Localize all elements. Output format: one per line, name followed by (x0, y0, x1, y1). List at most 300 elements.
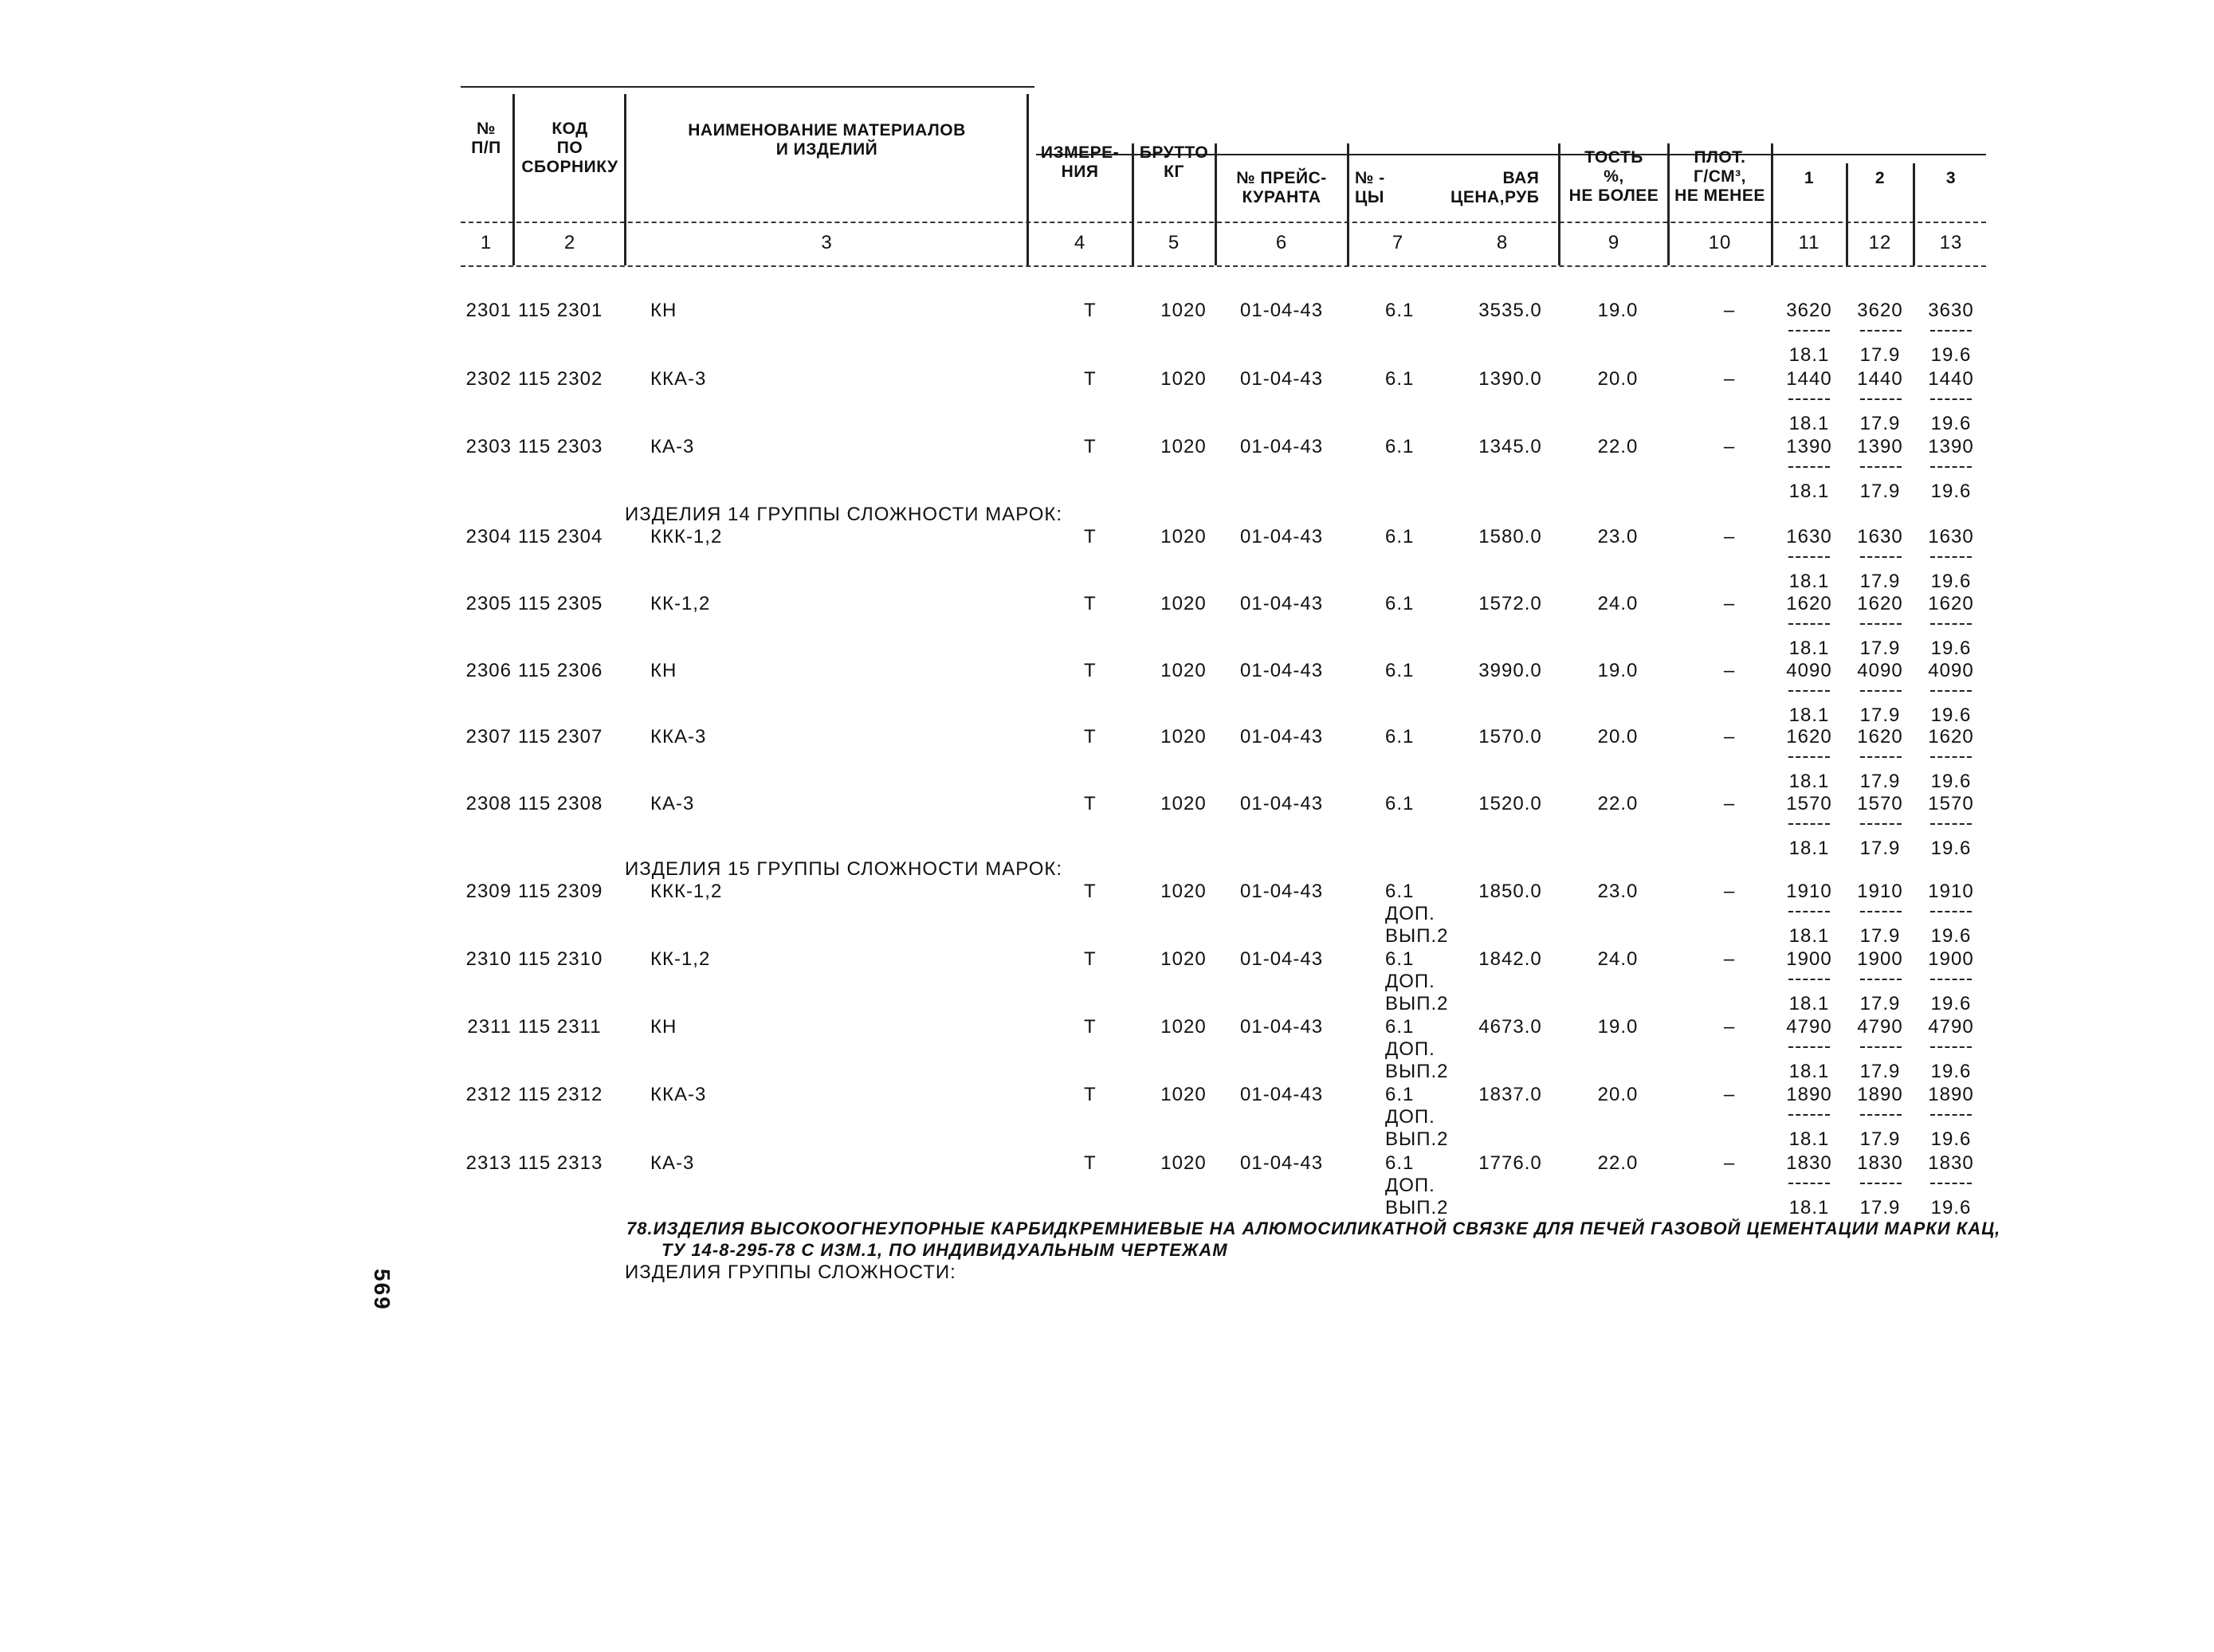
cell-pos-note: ДОП. (1385, 971, 1435, 992)
cell-denominator: 19.6 (1930, 925, 1972, 947)
cell-v2: 4790 (1857, 1016, 1903, 1038)
cell-code: 115 2303 (518, 436, 603, 457)
cell-price: 1570.0 (1478, 726, 1542, 748)
cell-dens: – (1723, 526, 1736, 547)
cell-v2: 4090 (1857, 660, 1903, 681)
cell-n: 2302 (465, 368, 512, 390)
header-col3: НАИМЕНОВАНИЕ МАТЕРИАЛОВ И ИЗДЕЛИЙ (688, 121, 966, 159)
cell-dens: – (1723, 436, 1736, 457)
cell-v2: 1390 (1857, 436, 1903, 457)
header-col6: № ПРЕЙС- КУРАНТА (1236, 169, 1327, 206)
cell-v1: 1440 (1786, 368, 1832, 390)
cell-pos-note: ДОП. (1385, 1106, 1435, 1128)
cell-name: ККК-1,2 (650, 526, 723, 547)
cell-v2: 3620 (1857, 300, 1903, 321)
cell-v1: 1620 (1786, 726, 1832, 748)
cell-price-list: 01-04-43 (1240, 436, 1324, 457)
cell-brutto: 1020 (1160, 948, 1207, 970)
fraction-divider (1788, 398, 1830, 400)
cell-por: 23.0 (1597, 881, 1639, 902)
cell-code: 115 2311 (518, 1016, 602, 1038)
group-14-label: ИЗДЕЛИЯ 14 ГРУППЫ СЛОЖНОСТИ МАРОК: (625, 504, 1063, 525)
cell-n: 2308 (465, 793, 512, 814)
cell-v1: 1620 (1786, 593, 1832, 614)
cell-brutto: 1020 (1160, 368, 1207, 390)
cell-unit: Т (1084, 593, 1097, 614)
fraction-divider (1788, 756, 1830, 758)
header-separator (1913, 163, 1915, 265)
cell-brutto: 1020 (1160, 300, 1207, 321)
cell-denominator: 17.9 (1859, 1197, 1901, 1218)
cell-pos: 6.1 (1385, 1084, 1415, 1105)
fraction-divider (1930, 756, 1972, 758)
cell-denominator: 18.1 (1788, 413, 1830, 434)
fraction-divider (1788, 690, 1830, 692)
cell-v1: 3620 (1786, 300, 1832, 321)
cell-unit: Т (1084, 1016, 1097, 1038)
column-number: 1 (480, 232, 493, 253)
cell-code: 115 2312 (518, 1084, 603, 1105)
cell-pos-note: ДОП. (1385, 903, 1435, 924)
cell-denominator: 19.6 (1930, 638, 1972, 659)
cell-n: 2311 (467, 1016, 512, 1038)
cell-unit: Т (1084, 1084, 1097, 1105)
cell-n: 2306 (465, 660, 512, 681)
header-separator (1771, 143, 1773, 265)
cell-pos-note: ДОП. (1385, 1175, 1435, 1196)
header-top-rule (461, 86, 1034, 88)
cell-dens: – (1723, 1084, 1736, 1105)
cell-pos: 6.1 (1385, 300, 1415, 321)
cell-pos-note: ДОП. (1385, 1038, 1435, 1060)
cell-denominator: 17.9 (1859, 413, 1901, 434)
header-separator (1667, 143, 1670, 265)
cell-v2: 1910 (1857, 881, 1903, 902)
cell-por: 19.0 (1597, 1016, 1639, 1038)
cell-denominator: 19.6 (1930, 993, 1972, 1014)
cell-price-list: 01-04-43 (1240, 368, 1324, 390)
cell-denominator: 18.1 (1788, 638, 1830, 659)
column-number: 9 (1608, 232, 1620, 253)
fraction-divider (1930, 1046, 1972, 1048)
cell-denominator: 17.9 (1859, 1061, 1901, 1082)
cell-name: КА-3 (650, 436, 695, 457)
fraction-divider (1930, 1114, 1972, 1116)
cell-price: 1345.0 (1478, 436, 1542, 457)
cell-dens: – (1723, 726, 1736, 748)
cell-denominator: 19.6 (1930, 838, 1972, 859)
cell-name: КК-1,2 (650, 593, 711, 614)
fraction-divider (1930, 398, 1972, 400)
cell-v3: 1620 (1928, 593, 1974, 614)
cell-price-list: 01-04-43 (1240, 1016, 1324, 1038)
header-separator (1215, 143, 1217, 265)
header-col1: № П/П (471, 120, 501, 157)
cell-unit: Т (1084, 368, 1097, 390)
cell-denominator: 19.6 (1930, 1128, 1972, 1150)
cell-por: 22.0 (1597, 1152, 1639, 1174)
cell-denominator: 18.1 (1788, 925, 1830, 947)
cell-pos-note: ВЫП.2 (1385, 1197, 1449, 1218)
column-number: 6 (1275, 232, 1288, 253)
cell-code: 115 2308 (518, 793, 603, 814)
cell-denominator: 17.9 (1859, 704, 1901, 726)
cell-name: КН (650, 660, 677, 681)
cell-por: 22.0 (1597, 793, 1639, 814)
cell-price-list: 01-04-43 (1240, 300, 1324, 321)
cell-name: КА-3 (650, 793, 695, 814)
cell-brutto: 1020 (1160, 726, 1207, 748)
cell-n: 2303 (465, 436, 512, 457)
cell-denominator: 19.6 (1930, 413, 1972, 434)
cell-denominator: 18.1 (1788, 771, 1830, 792)
fraction-divider (1930, 1183, 1972, 1184)
fraction-divider (1788, 823, 1830, 825)
cell-n: 2313 (465, 1152, 512, 1174)
cell-v1: 1910 (1786, 881, 1832, 902)
cell-v3: 1830 (1928, 1152, 1974, 1174)
cell-brutto: 1020 (1160, 1152, 1207, 1174)
fraction-divider (1860, 1046, 1902, 1048)
cell-code: 115 2306 (518, 660, 603, 681)
cell-dens: – (1723, 793, 1736, 814)
cell-name: ККА-3 (650, 726, 707, 748)
header-mid-rule (461, 222, 1986, 223)
cell-pos: 6.1 (1385, 593, 1415, 614)
cell-pos: 6.1 (1385, 526, 1415, 547)
cell-name: КК-1,2 (650, 948, 711, 970)
cell-price-list: 01-04-43 (1240, 881, 1324, 902)
column-number: 10 (1708, 232, 1732, 253)
cell-unit: Т (1084, 526, 1097, 547)
fraction-divider (1860, 823, 1902, 825)
fraction-divider (1788, 1046, 1830, 1048)
cell-brutto: 1020 (1160, 881, 1207, 902)
cell-n: 2301 (465, 300, 512, 321)
header-separator (1347, 143, 1349, 265)
cell-denominator: 17.9 (1859, 571, 1901, 592)
cell-pos-note: ВЫП.2 (1385, 1128, 1449, 1150)
group-15-label: ИЗДЕЛИЯ 15 ГРУППЫ СЛОЖНОСТИ МАРОК: (625, 858, 1063, 880)
cell-pos-note: ВЫП.2 (1385, 1061, 1449, 1082)
cell-pos: 6.1 (1385, 793, 1415, 814)
fraction-divider (1788, 623, 1830, 625)
cell-name: ККА-3 (650, 1084, 707, 1105)
column-number: 8 (1496, 232, 1509, 253)
cell-v1: 4790 (1786, 1016, 1832, 1038)
fraction-divider (1860, 690, 1902, 692)
column-number: 3 (821, 232, 833, 253)
cell-denominator: 18.1 (1788, 1197, 1830, 1218)
cell-por: 20.0 (1597, 1084, 1639, 1105)
fraction-divider (1860, 330, 1902, 332)
header-separator (1558, 143, 1560, 265)
cell-v3: 1570 (1928, 793, 1974, 814)
fraction-divider (1930, 623, 1972, 625)
cell-v2: 1830 (1857, 1152, 1903, 1174)
cell-por: 24.0 (1597, 948, 1639, 970)
cell-v2: 1890 (1857, 1084, 1903, 1105)
cell-pos: 6.1 (1385, 1016, 1415, 1038)
header-col13: 3 (1945, 169, 1957, 187)
cell-por: 23.0 (1597, 526, 1639, 547)
cell-v2: 1620 (1857, 593, 1903, 614)
column-number: 11 (1798, 232, 1820, 253)
cell-dens: – (1723, 1016, 1736, 1038)
header-col10: ПЛОТ. Г/СМ³, НЕ МЕНЕЕ (1674, 148, 1765, 205)
fraction-divider (1788, 979, 1830, 980)
fraction-divider (1788, 911, 1830, 912)
footnote-line-3: ИЗДЕЛИЯ ГРУППЫ СЛОЖНОСТИ: (625, 1262, 956, 1283)
fraction-divider (1788, 330, 1830, 332)
cell-price-list: 01-04-43 (1240, 660, 1324, 681)
column-number: 4 (1074, 232, 1086, 253)
cell-unit: Т (1084, 793, 1097, 814)
cell-v3: 1620 (1928, 726, 1974, 748)
cell-pos: 6.1 (1385, 948, 1415, 970)
cell-price: 4673.0 (1478, 1016, 1542, 1038)
cell-v3: 3630 (1928, 300, 1974, 321)
cell-price-list: 01-04-43 (1240, 793, 1324, 814)
fraction-divider (1930, 330, 1972, 332)
cell-v3: 1890 (1928, 1084, 1974, 1105)
column-number: 7 (1392, 232, 1404, 253)
cell-denominator: 17.9 (1859, 925, 1901, 947)
header-separator (1132, 143, 1134, 265)
cell-brutto: 1020 (1160, 436, 1207, 457)
cell-code: 115 2313 (518, 1152, 603, 1174)
header-col8: ВАЯ ЦЕНА,РУБ (1450, 169, 1540, 206)
cell-v2: 1440 (1857, 368, 1903, 390)
cell-code: 115 2310 (518, 948, 603, 970)
cell-por: 20.0 (1597, 726, 1639, 748)
cell-dens: – (1723, 1152, 1736, 1174)
cell-v3: 4790 (1928, 1016, 1974, 1038)
cell-v1: 4090 (1786, 660, 1832, 681)
cell-denominator: 17.9 (1859, 638, 1901, 659)
fraction-divider (1860, 623, 1902, 625)
cell-v3: 1910 (1928, 881, 1974, 902)
cell-denominator: 18.1 (1788, 571, 1830, 592)
cell-v1: 1900 (1786, 948, 1832, 970)
cell-price: 1837.0 (1478, 1084, 1542, 1105)
cell-name: КН (650, 1016, 677, 1038)
cell-v3: 1440 (1928, 368, 1974, 390)
cell-brutto: 1020 (1160, 593, 1207, 614)
cell-price-list: 01-04-43 (1240, 1084, 1324, 1105)
cell-pos: 6.1 (1385, 436, 1415, 457)
cell-unit: Т (1084, 300, 1097, 321)
cell-por: 19.0 (1597, 660, 1639, 681)
cell-unit: Т (1084, 660, 1097, 681)
fraction-divider (1930, 466, 1972, 468)
fraction-divider (1930, 823, 1972, 825)
cell-pos: 6.1 (1385, 726, 1415, 748)
page-number: 569 (370, 1269, 395, 1311)
cell-unit: Т (1084, 436, 1097, 457)
cell-v1: 1570 (1786, 793, 1832, 814)
header-col5: БРУТТО КГ (1139, 143, 1209, 181)
column-number: 2 (563, 232, 576, 253)
cell-v3: 1630 (1928, 526, 1974, 547)
fraction-divider (1860, 556, 1902, 558)
cell-v1: 1830 (1786, 1152, 1832, 1174)
cell-por: 22.0 (1597, 436, 1639, 457)
cell-n: 2309 (465, 881, 512, 902)
fraction-divider (1788, 466, 1830, 468)
fraction-divider (1788, 1114, 1830, 1116)
cell-pos-note: ВЫП.2 (1385, 993, 1449, 1014)
cell-denominator: 18.1 (1788, 1061, 1830, 1082)
cell-dens: – (1723, 881, 1736, 902)
cell-brutto: 1020 (1160, 1084, 1207, 1105)
cell-price: 1842.0 (1478, 948, 1542, 970)
cell-denominator: 18.1 (1788, 704, 1830, 726)
cell-denominator: 17.9 (1859, 481, 1901, 502)
cell-denominator: 17.9 (1859, 771, 1901, 792)
cell-denominator: 18.1 (1788, 993, 1830, 1014)
header-col2: КОД ПО СБОРНИКУ (521, 120, 618, 176)
cell-v3: 1900 (1928, 948, 1974, 970)
cell-v1: 1890 (1786, 1084, 1832, 1105)
header-separator (512, 94, 515, 265)
column-number: 12 (1868, 232, 1892, 253)
cell-pos: 6.1 (1385, 1152, 1415, 1174)
cell-name: КН (650, 300, 677, 321)
cell-dens: – (1723, 368, 1736, 390)
cell-price-list: 01-04-43 (1240, 593, 1324, 614)
cell-denominator: 18.1 (1788, 344, 1830, 366)
cell-name: ККА-3 (650, 368, 707, 390)
cell-v3: 4090 (1928, 660, 1974, 681)
cell-name: КА-3 (650, 1152, 695, 1174)
cell-denominator: 18.1 (1788, 481, 1830, 502)
header-col4: ИЗМЕРЕ- НИЯ (1040, 143, 1120, 181)
cell-price-list: 01-04-43 (1240, 1152, 1324, 1174)
cell-denominator: 19.6 (1930, 1197, 1972, 1218)
cell-denominator: 19.6 (1930, 771, 1972, 792)
cell-denominator: 19.6 (1930, 344, 1972, 366)
cell-v1: 1390 (1786, 436, 1832, 457)
cell-n: 2310 (465, 948, 512, 970)
cell-price: 1850.0 (1478, 881, 1542, 902)
fraction-divider (1930, 911, 1972, 912)
cell-price-list: 01-04-43 (1240, 726, 1324, 748)
cell-denominator: 17.9 (1859, 1128, 1901, 1150)
cell-brutto: 1020 (1160, 793, 1207, 814)
cell-v1: 1630 (1786, 526, 1832, 547)
fraction-divider (1860, 911, 1902, 912)
header-separator (1027, 94, 1029, 265)
cell-denominator: 17.9 (1859, 993, 1901, 1014)
cell-code: 115 2302 (518, 368, 603, 390)
header-col7: № - ЦЫ (1355, 169, 1385, 206)
cell-por: 24.0 (1597, 593, 1639, 614)
cell-brutto: 1020 (1160, 660, 1207, 681)
cell-price: 1390.0 (1478, 368, 1542, 390)
cell-v3: 1390 (1928, 436, 1974, 457)
cell-code: 115 2305 (518, 593, 603, 614)
cell-denominator: 17.9 (1859, 344, 1901, 366)
fraction-divider (1860, 1114, 1902, 1116)
cell-price-list: 01-04-43 (1240, 948, 1324, 970)
cell-unit: Т (1084, 726, 1097, 748)
cell-denominator: 18.1 (1788, 838, 1830, 859)
cell-pos: 6.1 (1385, 368, 1415, 390)
cell-v2: 1900 (1857, 948, 1903, 970)
cell-price: 1572.0 (1478, 593, 1542, 614)
cell-brutto: 1020 (1160, 1016, 1207, 1038)
cell-n: 2307 (465, 726, 512, 748)
header-separator (1846, 163, 1848, 265)
cell-unit: Т (1084, 881, 1097, 902)
fraction-divider (1788, 556, 1830, 558)
fraction-divider (1930, 690, 1972, 692)
cell-denominator: 17.9 (1859, 838, 1901, 859)
fraction-divider (1860, 466, 1902, 468)
cell-v2: 1630 (1857, 526, 1903, 547)
cell-unit: Т (1084, 1152, 1097, 1174)
cell-name: ККК-1,2 (650, 881, 723, 902)
fraction-divider (1930, 979, 1972, 980)
cell-price-list: 01-04-43 (1240, 526, 1324, 547)
header-col12: 2 (1874, 169, 1886, 187)
cell-n: 2312 (465, 1084, 512, 1105)
cell-dens: – (1723, 660, 1736, 681)
cell-brutto: 1020 (1160, 526, 1207, 547)
footnote-line-2: ТУ 14-8-295-78 С ИЗМ.1, ПО ИНДИВИДУАЛЬНЫМ ЧЕРТЕЖАМ (661, 1240, 1228, 1260)
cell-code: 115 2304 (518, 526, 603, 547)
cell-price: 3535.0 (1478, 300, 1542, 321)
cell-denominator: 19.6 (1930, 1061, 1972, 1082)
cell-v2: 1620 (1857, 726, 1903, 748)
header-bottom-rule (461, 265, 1986, 267)
cell-price: 1520.0 (1478, 793, 1542, 814)
column-number: 13 (1939, 232, 1963, 253)
cell-price: 1776.0 (1478, 1152, 1542, 1174)
cell-dens: – (1723, 300, 1736, 321)
header-separator (624, 94, 626, 265)
cell-denominator: 18.1 (1788, 1128, 1830, 1150)
cell-price: 1580.0 (1478, 526, 1542, 547)
header-col11: 1 (1804, 169, 1815, 187)
fraction-divider (1788, 1183, 1830, 1184)
fraction-divider (1860, 398, 1902, 400)
cell-n: 2305 (465, 593, 512, 614)
cell-dens: – (1723, 948, 1736, 970)
cell-code: 115 2309 (518, 881, 603, 902)
cell-unit: Т (1084, 948, 1097, 970)
cell-code: 115 2307 (518, 726, 603, 748)
cell-pos-note: ВЫП.2 (1385, 925, 1449, 947)
fraction-divider (1860, 979, 1902, 980)
fraction-divider (1930, 556, 1972, 558)
cell-code: 115 2301 (518, 300, 603, 321)
cell-n: 2304 (465, 526, 512, 547)
fraction-divider (1860, 1183, 1902, 1184)
cell-v2: 1570 (1857, 793, 1903, 814)
cell-pos: 6.1 (1385, 881, 1415, 902)
cell-por: 20.0 (1597, 368, 1639, 390)
cell-price: 3990.0 (1478, 660, 1542, 681)
header-col9: ТОСТЬ %, НЕ БОЛЕЕ (1568, 148, 1659, 205)
fraction-divider (1860, 756, 1902, 758)
cell-dens: – (1723, 593, 1736, 614)
cell-denominator: 19.6 (1930, 704, 1972, 726)
column-number: 5 (1168, 232, 1180, 253)
cell-pos: 6.1 (1385, 660, 1415, 681)
cell-denominator: 19.6 (1930, 571, 1972, 592)
